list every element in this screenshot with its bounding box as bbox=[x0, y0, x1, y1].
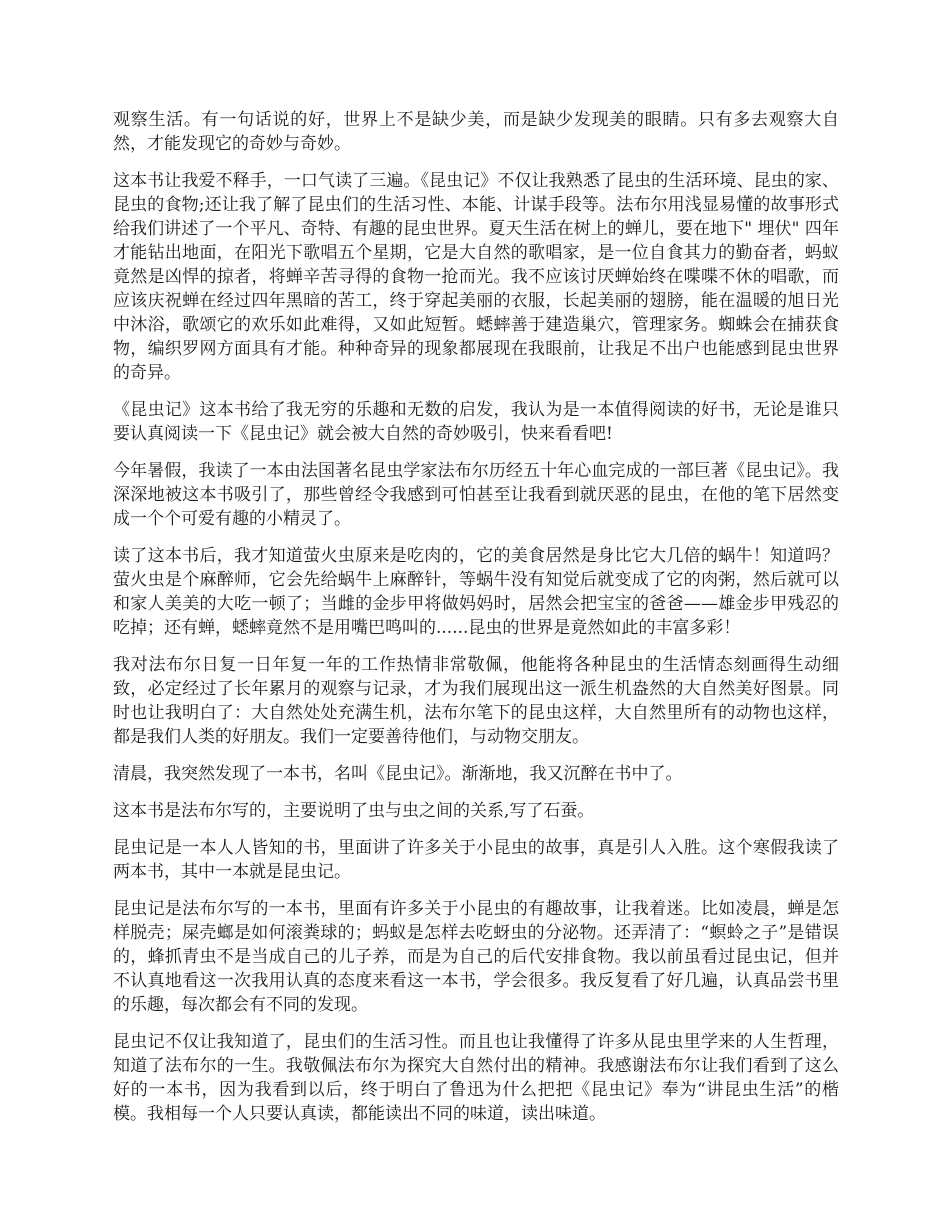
document-body bbox=[113, 108, 839, 1139]
paragraph-7: 清晨，我突然发现了一本书，名叫《昆虫记》。渐渐地，我又沉醉在书中了。 bbox=[113, 764, 683, 784]
paragraph-5: 读了这本书后，我才知道萤火虫原来是吃肉的，它的美食居然是身比它大几倍的蜗牛！知道吗？萤火虫是个麻醉师，它会先给蜗牛上麻醉针，等蜗牛没有知觉后就变成了它的肉粥，然后就可以和家人美美的大吃一顿了；当雌的金步甲将做妈妈时，居然会把宝宝的爸爸——雄金步甲残忍的吃掉；还有蝉，蟋蟀竟然不是用嘴巴鸣叫的......昆虫的世界是竟然如此的丰富多彩！ bbox=[113, 546, 839, 638]
paragraph-1: 观察生活。有一句话说的好，世界上不是缺少美，而是缺少发现美的眼睛。只有多去观察大自然，才能发现它的奇妙与奇妙。 bbox=[113, 110, 839, 154]
paragraph-6: 我对法布尔日复一日年复一年的工作热情非常敬佩，他能将各种昆虫的生活情态刻画得生动细致，必定经过了长年累月的观察与记录，才为我们展现出这一派生机盎然的大自然美好图景。同时也让我明白了：大自然处处充满生机，法布尔笔下的昆虫这样，大自然里所有的动物也这样，都是我们人类的好朋友。我们一定要善待他们，与动物交朋友。 bbox=[113, 655, 839, 747]
paragraph-3: 《昆虫记》这本书给了我无穷的乐趣和无数的启发，我认为是一本值得阅读的好书，无论是谁只要认真阅读一下《昆虫记》就会被大自然的奇妙吸引，快来看看吧! bbox=[113, 400, 839, 444]
paragraph-2: 这本书让我爱不释手，一口气读了三遍。《昆虫记》不仅让我熟悉了昆虫的生活环境、昆虫的家、昆虫的食物;还让我了解了昆虫们的生活习性、本能、计谋手段等。法布尔用浅显易懂的故事形式给我们讲述了一个平凡、奇特、有趣的昆虫世界。夏天生活在树上的蝉儿，要在地下" 埋伏" 四年才能钻出地面，在阳光下歌唱五个星期，它是大自然的歌唱家，是一位自食其力的勤奋者，蚂蚁竟然是凶悍的掠者，将蝉辛苦寻得的食物一抢而光。我不应该讨厌蝉始终在喋喋不休的唱歌，而应该庆祝蝉在经过四年黑暗的苦工，终于穿起美丽的衣服，长起美丽的翅膀，能在温暖的旭日光中沐浴，歌颂它的欢乐如此难得，又如此短暂。蟋蟀善于建造巢穴，管理家务。蜘蛛会在捕获食物，编织罗网方面具有才能。种种奇异的现象都展现在我眼前，让我足不出户也能感到昆虫世界的奇异。 bbox=[113, 171, 839, 383]
paragraph-11: 昆虫记不仅让我知道了，昆虫们的生活习性。而且也让我懂得了许多从昆虫里学来的人生哲理，知道了法布尔的一生。我敬佩法布尔为探究大自然付出的精神。我感谢法布尔让我们看到了这么好的一本书，因为我看到以后，终于明白了鲁迅为什么把把《昆虫记》奉为“讲昆虫生活”的楷模。我相每一个人只要认真读，都能读出不同的味道，读出味道。 bbox=[113, 1032, 839, 1124]
paragraph-10: 昆虫记是法布尔写的一本书，里面有许多关于小昆虫的有趣故事，让我着迷。比如凌晨，蝉是怎样脱壳；屎壳螂是如何滚粪球的；蚂蚁是怎样去吃蚜虫的分泌物。还弄清了：“螟蛉之子”是错误的，蜂抓青虫不是当成自己的儿子养，而是为自己的后代安排食物。我以前虽看过昆虫记，但并不认真地看这一次我用认真的态度来看这一本书，学会很多。我反复看了好几遍，认真品尝书里的乐趣，每次都会有不同的发现。 bbox=[113, 899, 839, 1015]
paragraph-8: 这本书是法布尔写的，主要说明了虫与虫之间的关系,写了石蚕。 bbox=[113, 801, 595, 821]
paragraph-4: 今年暑假，我读了一本由法国著名昆虫学家法布尔历经五十年心血完成的一部巨著《昆虫记》。我深深地被这本书吸引了，那些曾经令我感到可怕甚至让我看到就厌恶的昆虫，在他的笔下居然变成一个个可爱有趣的小精灵了。 bbox=[113, 461, 839, 529]
paragraph-9: 昆虫记是一本人人皆知的书，里面讲了许多关于小昆虫的故事，真是引人入胜。这个寒假我读了两本书，其中一本就是昆虫记。 bbox=[113, 838, 839, 882]
